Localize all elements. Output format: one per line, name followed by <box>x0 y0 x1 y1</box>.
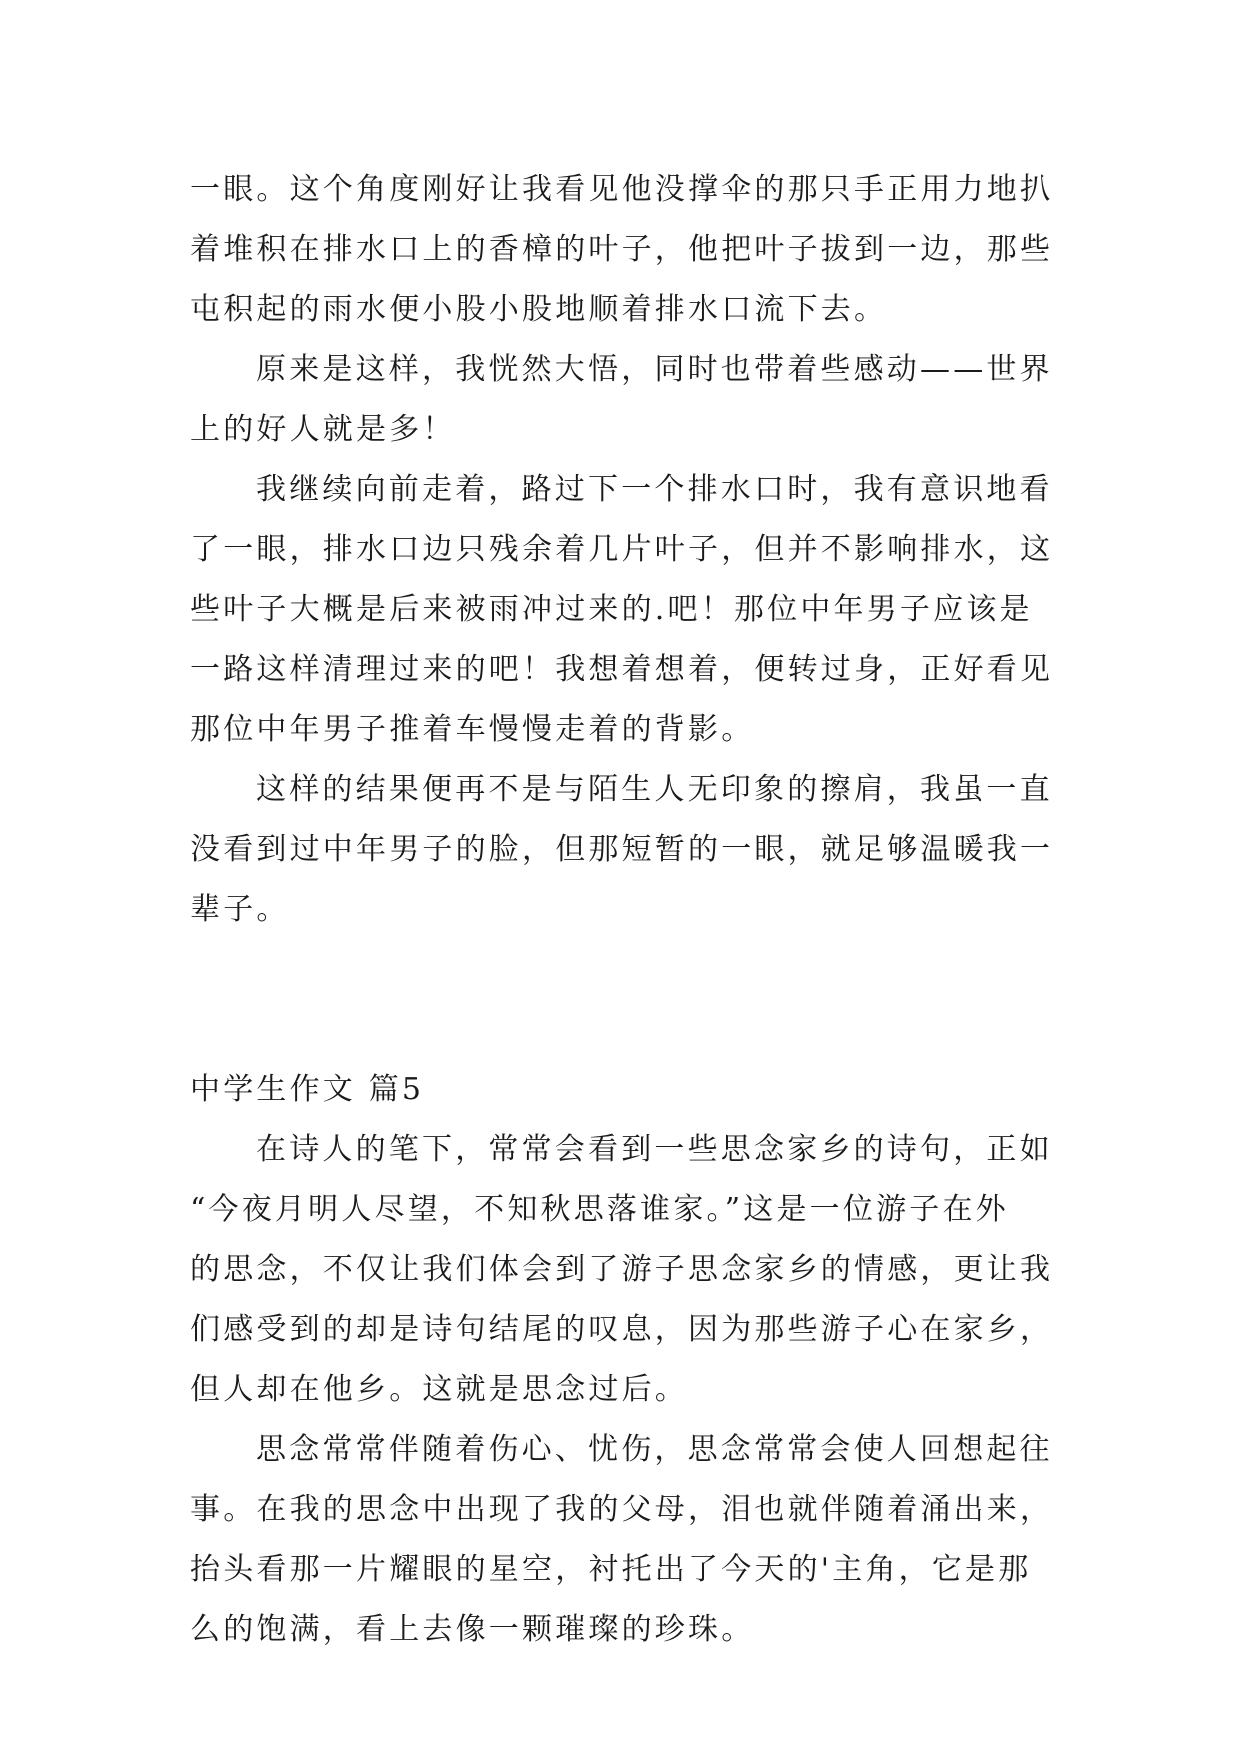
essay-continuation <box>190 160 1060 940</box>
text-line: 没看到过中年男子的脸，但那短暂的一眼，就足够温暖我一 <box>190 832 1054 867</box>
text-line: “今夜月明人尽望，不知秋思落谁家。”这是一位游子在外 <box>190 1192 1009 1227</box>
essay-5-body <box>190 1120 1060 1660</box>
text-line: 上的好人就是多！ <box>190 412 456 447</box>
section-heading: 中学生作文 篇5 <box>190 1072 425 1107</box>
paragraph-start-line: 这样的结果便再不是与陌生人无印象的擦肩，我虽一直 <box>256 772 1053 807</box>
text-line: 那位中年男子推着车慢慢走着的背影。 <box>190 712 755 747</box>
text-line: 的思念，不仅让我们体会到了游子思念家乡的情感，更让我 <box>190 1252 1054 1287</box>
paragraph-start-line: 在诗人的笔下，常常会看到一些思念家乡的诗句，正如 <box>256 1132 1053 1167</box>
paragraph-start-line: 原来是这样，我恍然大悟，同时也带着些感动——世界 <box>256 352 1053 387</box>
text-line: 了一眼，排水口边只残余着几片叶子，但并不影响排水，这 <box>190 532 1054 567</box>
text-line: 一路这样清理过来的吧！我想着想着，便转过身，正好看见 <box>190 652 1054 687</box>
text-line: 着堆积在排水口上的香樟的叶子，他把叶子拔到一边，那些 <box>190 232 1054 267</box>
text-line: 些叶子大概是后来被雨冲过来的.吧！那位中年男子应该是 <box>190 592 1033 627</box>
text-line: 事。在我的思念中出现了我的父母，泪也就伴随着涌出来， <box>190 1492 1054 1527</box>
text-line: 屯积起的雨水便小股小股地顺着排水口流下去。 <box>190 292 888 327</box>
text-line: 辈子。 <box>190 892 290 927</box>
text-line: 们感受到的却是诗句结尾的叹息，因为那些游子心在家乡， <box>190 1312 1054 1347</box>
document-body <box>190 160 1060 1660</box>
paragraph-start-line: 思念常常伴随着伤心、忧伤，思念常常会使人回想起往 <box>256 1432 1053 1467</box>
text-line: 一眼。这个角度刚好让我看见他没撑伞的那只手正用力地扒 <box>190 172 1054 207</box>
text-line: 抬头看那一片耀眼的星空，衬托出了今天的'主角，它是那 <box>190 1552 1032 1587</box>
text-line: 么的饱满，看上去像一颗璀璨的珍珠。 <box>190 1612 755 1647</box>
text-line: 但人却在他乡。这就是思念过后。 <box>190 1372 688 1407</box>
paragraph-start-line: 我继续向前走着，路过下一个排水口时，我有意识地看 <box>256 472 1053 507</box>
